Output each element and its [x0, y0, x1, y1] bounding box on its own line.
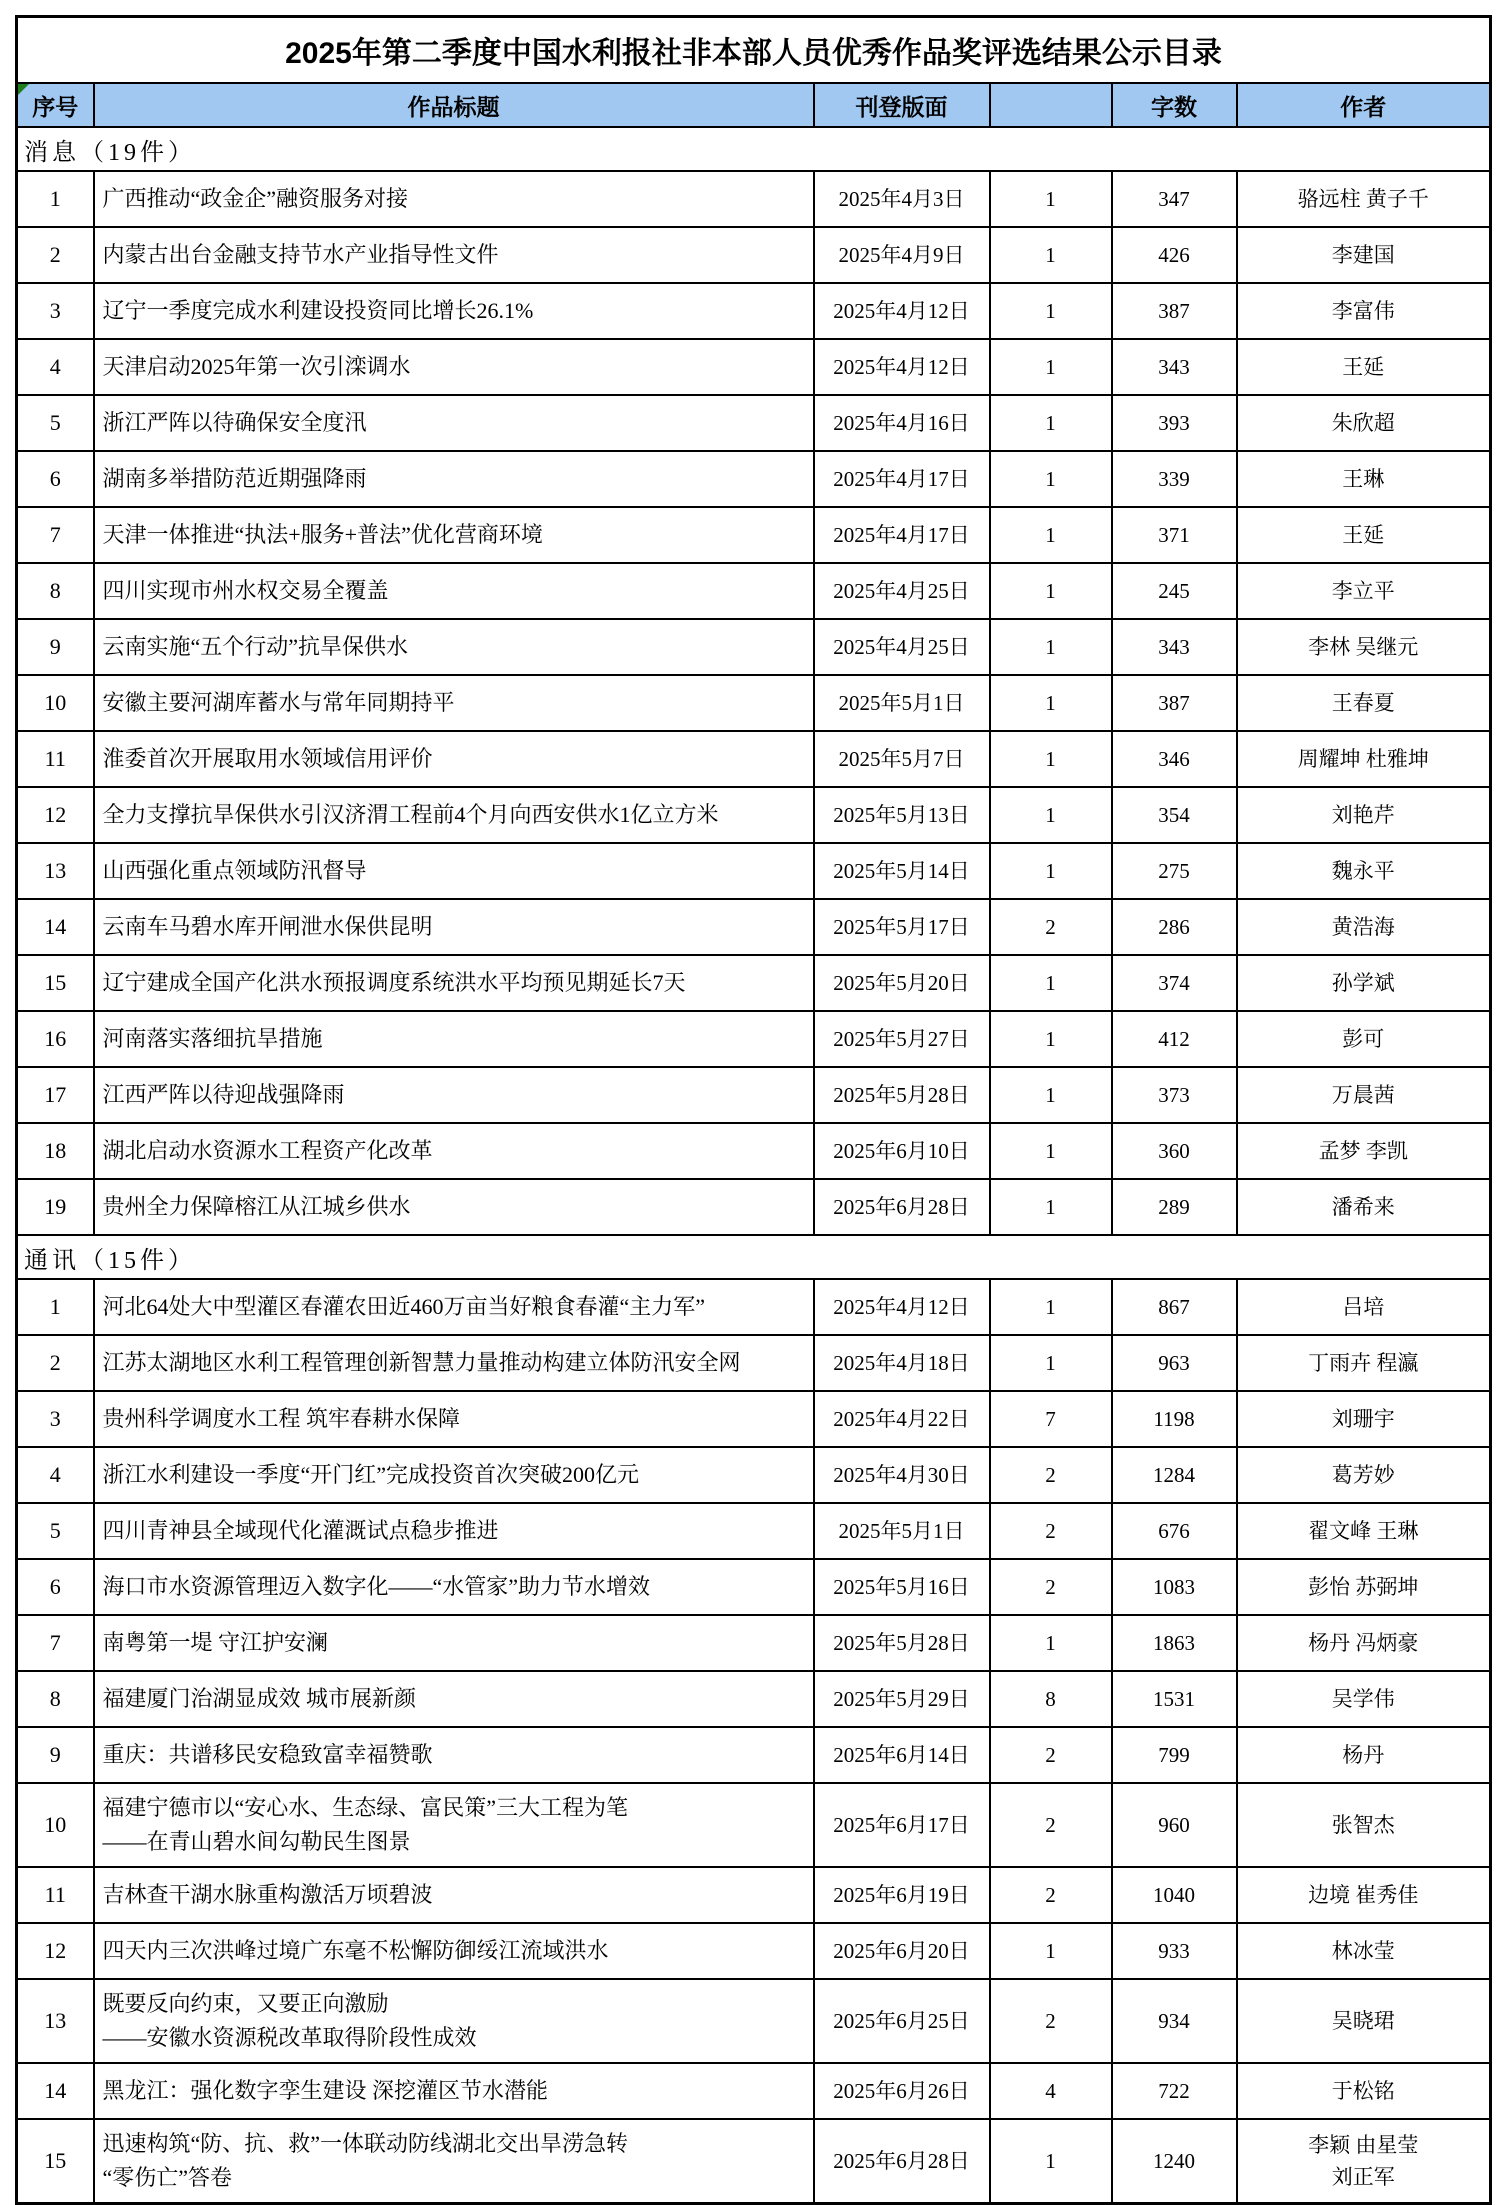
work-title: 河南落实落细抗旱措施 [94, 1011, 814, 1067]
work-title: 广西推动“政金企”融资服务对接 [94, 171, 814, 227]
table-row [17, 2119, 1491, 2204]
row-number: 13 [17, 843, 94, 899]
publish-date: 2025年4月18日 [814, 1335, 990, 1391]
work-title: 江西严阵以待迎战强降雨 [94, 1067, 814, 1123]
page-number: 1 [990, 619, 1112, 675]
word-count: 933 [1112, 1923, 1237, 1979]
row-number: 8 [17, 563, 94, 619]
publish-date: 2025年5月20日 [814, 955, 990, 1011]
author: 李颖 由星莹 刘正军 [1237, 2119, 1491, 2204]
work-title: 辽宁一季度完成水利建设投资同比增长26.1% [94, 283, 814, 339]
word-count: 343 [1112, 339, 1237, 395]
author: 边境 崔秀佳 [1237, 1867, 1491, 1923]
author: 刘珊宇 [1237, 1391, 1491, 1447]
author: 李立平 [1237, 563, 1491, 619]
page-number: 2 [990, 899, 1112, 955]
row-number: 10 [17, 675, 94, 731]
row-number: 5 [17, 1503, 94, 1559]
author: 万晨茜 [1237, 1067, 1491, 1123]
author: 黄浩海 [1237, 899, 1491, 955]
page-number: 2 [990, 1867, 1112, 1923]
table-row [17, 1123, 1491, 1179]
author: 朱欣超 [1237, 395, 1491, 451]
author: 彭怡 苏弼坤 [1237, 1559, 1491, 1615]
page-number: 1 [990, 227, 1112, 283]
work-title: 辽宁建成全国产化洪水预报调度系统洪水平均预见期延长7天 [94, 955, 814, 1011]
word-count: 1198 [1112, 1391, 1237, 1447]
page-number: 1 [990, 1279, 1112, 1335]
author: 周耀坤 杜雅坤 [1237, 731, 1491, 787]
publish-date: 2025年4月25日 [814, 563, 990, 619]
page-number: 1 [990, 283, 1112, 339]
page-number: 1 [990, 339, 1112, 395]
word-count: 360 [1112, 1123, 1237, 1179]
word-count: 1863 [1112, 1615, 1237, 1671]
publish-date: 2025年5月17日 [814, 899, 990, 955]
publish-date: 2025年5月1日 [814, 675, 990, 731]
col-header-page [990, 83, 1112, 127]
word-count: 1083 [1112, 1559, 1237, 1615]
word-count: 960 [1112, 1783, 1237, 1867]
table-row [17, 2063, 1491, 2119]
work-title: 吉林查干湖水脉重构激活万顷碧波 [94, 1867, 814, 1923]
work-title: 海口市水资源管理迈入数字化——“水管家”助力节水增效 [94, 1559, 814, 1615]
section-row [17, 127, 1491, 171]
row-number: 6 [17, 1559, 94, 1615]
table-row [17, 339, 1491, 395]
word-count: 867 [1112, 1279, 1237, 1335]
work-title: 黑龙江：强化数字孪生建设 深挖灌区节水潜能 [94, 2063, 814, 2119]
author: 王春夏 [1237, 675, 1491, 731]
publish-date: 2025年5月13日 [814, 787, 990, 843]
section-label: 通讯（15件） [17, 1235, 1491, 1279]
page-number: 4 [990, 2063, 1112, 2119]
work-title: 淮委首次开展取用水领域信用评价 [94, 731, 814, 787]
page-number: 1 [990, 563, 1112, 619]
table-row [17, 1279, 1491, 1335]
row-number: 6 [17, 451, 94, 507]
work-title: 四川实现市州水权交易全覆盖 [94, 563, 814, 619]
table-row [17, 227, 1491, 283]
row-number: 10 [17, 1783, 94, 1867]
work-title: 四天内三次洪峰过境广东毫不松懈防御绥江流域洪水 [94, 1923, 814, 1979]
word-count: 371 [1112, 507, 1237, 563]
row-number: 1 [17, 171, 94, 227]
page-number: 1 [990, 1335, 1112, 1391]
publish-date: 2025年5月27日 [814, 1011, 990, 1067]
word-count: 393 [1112, 395, 1237, 451]
table-row [17, 1615, 1491, 1671]
word-count: 343 [1112, 619, 1237, 675]
work-title: 四川青神县全域现代化灌溉试点稳步推进 [94, 1503, 814, 1559]
author: 李林 吴继元 [1237, 619, 1491, 675]
word-count: 426 [1112, 227, 1237, 283]
author: 李建国 [1237, 227, 1491, 283]
row-number: 13 [17, 1979, 94, 2063]
page-number: 2 [990, 1783, 1112, 1867]
row-number: 5 [17, 395, 94, 451]
work-title: 云南实施“五个行动”抗旱保供水 [94, 619, 814, 675]
word-count: 1531 [1112, 1671, 1237, 1727]
col-header-no-label: 序号 [32, 93, 79, 120]
author: 吴学伟 [1237, 1671, 1491, 1727]
word-count: 1240 [1112, 2119, 1237, 2204]
section-row [17, 1235, 1491, 1279]
title-row [17, 17, 1491, 84]
table-row [17, 1727, 1491, 1783]
work-title: 河北64处大中型灌区春灌农田近460万亩当好粮食春灌“主力军” [94, 1279, 814, 1335]
page-number: 1 [990, 1615, 1112, 1671]
word-count: 286 [1112, 899, 1237, 955]
page-number: 2 [990, 1727, 1112, 1783]
row-number: 1 [17, 1279, 94, 1335]
row-number: 4 [17, 339, 94, 395]
table-row [17, 955, 1491, 1011]
author: 林冰莹 [1237, 1923, 1491, 1979]
col-header-author: 作者 [1237, 83, 1491, 127]
page-number: 2 [990, 1559, 1112, 1615]
publish-date: 2025年6月14日 [814, 1727, 990, 1783]
author: 丁雨卉 程瀛 [1237, 1335, 1491, 1391]
awards-table [15, 15, 1492, 2205]
work-title: 湖北启动水资源水工程资产化改革 [94, 1123, 814, 1179]
table-row [17, 1335, 1491, 1391]
row-number: 15 [17, 2119, 94, 2204]
publish-date: 2025年4月12日 [814, 1279, 990, 1335]
work-title: 福建宁德市以“安心水、生态绿、富民策”三大工程为笔 ——在青山碧水间勾勒民生图景 [94, 1783, 814, 1867]
publish-date: 2025年6月10日 [814, 1123, 990, 1179]
work-title: 福建厦门治湖显成效 城市展新颜 [94, 1671, 814, 1727]
page-number: 1 [990, 731, 1112, 787]
word-count: 1040 [1112, 1867, 1237, 1923]
publish-date: 2025年5月28日 [814, 1067, 990, 1123]
section-label: 消息（19件） [17, 127, 1491, 171]
col-header-words: 字数 [1112, 83, 1237, 127]
col-header-no [17, 83, 94, 127]
publish-date: 2025年4月17日 [814, 507, 990, 563]
word-count: 347 [1112, 171, 1237, 227]
table-row [17, 507, 1491, 563]
table-row [17, 1391, 1491, 1447]
author: 刘艳芹 [1237, 787, 1491, 843]
author: 吕培 [1237, 1279, 1491, 1335]
author: 魏永平 [1237, 843, 1491, 899]
work-title: 天津启动2025年第一次引滦调水 [94, 339, 814, 395]
page-number: 2 [990, 1447, 1112, 1503]
page-number: 2 [990, 1503, 1112, 1559]
author: 孟梦 李凯 [1237, 1123, 1491, 1179]
row-number: 7 [17, 1615, 94, 1671]
word-count: 934 [1112, 1979, 1237, 2063]
page-number: 1 [990, 2119, 1112, 2204]
publish-date: 2025年4月9日 [814, 227, 990, 283]
author: 骆远柱 黄子千 [1237, 171, 1491, 227]
work-title: 山西强化重点领域防汛督导 [94, 843, 814, 899]
publish-date: 2025年4月30日 [814, 1447, 990, 1503]
publish-date: 2025年4月16日 [814, 395, 990, 451]
publish-date: 2025年6月28日 [814, 1179, 990, 1235]
page-number: 1 [990, 955, 1112, 1011]
publish-date: 2025年5月14日 [814, 843, 990, 899]
page-number: 1 [990, 1011, 1112, 1067]
table-row [17, 843, 1491, 899]
work-title: 浙江水利建设一季度“开门红”完成投资首次突破200亿元 [94, 1447, 814, 1503]
table-row [17, 283, 1491, 339]
table-row [17, 1783, 1491, 1867]
table-row [17, 1923, 1491, 1979]
publish-date: 2025年6月25日 [814, 1979, 990, 2063]
publish-date: 2025年4月25日 [814, 619, 990, 675]
table-row [17, 1559, 1491, 1615]
row-number: 14 [17, 2063, 94, 2119]
row-number: 18 [17, 1123, 94, 1179]
page-number: 1 [990, 451, 1112, 507]
publish-date: 2025年6月26日 [814, 2063, 990, 2119]
publish-date: 2025年5月7日 [814, 731, 990, 787]
table-row [17, 1671, 1491, 1727]
author: 于松铭 [1237, 2063, 1491, 2119]
row-number: 16 [17, 1011, 94, 1067]
work-title: 全力支撑抗旱保供水引汉济渭工程前4个月向西安供水1亿立方米 [94, 787, 814, 843]
author: 王延 [1237, 339, 1491, 395]
table-row [17, 675, 1491, 731]
author: 翟文峰 王琳 [1237, 1503, 1491, 1559]
work-title: 迅速构筑“防、抗、救”一体联动防线湖北交出旱涝急转 “零伤亡”答卷 [94, 2119, 814, 2204]
word-count: 963 [1112, 1335, 1237, 1391]
row-number: 19 [17, 1179, 94, 1235]
row-number: 15 [17, 955, 94, 1011]
publish-date: 2025年4月22日 [814, 1391, 990, 1447]
page-number: 8 [990, 1671, 1112, 1727]
page-number: 1 [990, 1067, 1112, 1123]
page-number: 1 [990, 787, 1112, 843]
table-row [17, 451, 1491, 507]
page-number: 7 [990, 1391, 1112, 1447]
work-title: 重庆：共谱移民安稳致富幸福赞歌 [94, 1727, 814, 1783]
work-title: 湖南多举措防范近期强降雨 [94, 451, 814, 507]
row-number: 9 [17, 1727, 94, 1783]
work-title: 浙江严阵以待确保安全度汛 [94, 395, 814, 451]
excel-error-marker-icon [18, 84, 29, 95]
author: 李富伟 [1237, 283, 1491, 339]
author: 潘希来 [1237, 1179, 1491, 1235]
page-number: 2 [990, 1979, 1112, 2063]
publish-date: 2025年4月12日 [814, 339, 990, 395]
page-number: 1 [990, 675, 1112, 731]
work-title: 南粤第一堤 守江护安澜 [94, 1615, 814, 1671]
word-count: 346 [1112, 731, 1237, 787]
table-body [17, 17, 1491, 2204]
table-row [17, 787, 1491, 843]
table-row [17, 1067, 1491, 1123]
table-row [17, 619, 1491, 675]
word-count: 799 [1112, 1727, 1237, 1783]
work-title: 安徽主要河湖库蓄水与常年同期持平 [94, 675, 814, 731]
table-row [17, 395, 1491, 451]
table-row [17, 899, 1491, 955]
publish-date: 2025年6月28日 [814, 2119, 990, 2204]
publish-date: 2025年4月12日 [814, 283, 990, 339]
author: 孙学斌 [1237, 955, 1491, 1011]
publish-date: 2025年5月16日 [814, 1559, 990, 1615]
row-number: 2 [17, 227, 94, 283]
spreadsheet [15, 15, 1492, 2205]
row-number: 12 [17, 1923, 94, 1979]
table-row [17, 1179, 1491, 1235]
work-title: 云南车马碧水库开闸泄水保供昆明 [94, 899, 814, 955]
publish-date: 2025年6月20日 [814, 1923, 990, 1979]
word-count: 373 [1112, 1067, 1237, 1123]
word-count: 412 [1112, 1011, 1237, 1067]
word-count: 374 [1112, 955, 1237, 1011]
publish-date: 2025年5月28日 [814, 1615, 990, 1671]
row-number: 3 [17, 1391, 94, 1447]
publish-date: 2025年5月29日 [814, 1671, 990, 1727]
work-title: 贵州全力保障榕江从江城乡供水 [94, 1179, 814, 1235]
table-row [17, 1979, 1491, 2063]
author: 王琳 [1237, 451, 1491, 507]
publish-date: 2025年6月19日 [814, 1867, 990, 1923]
word-count: 245 [1112, 563, 1237, 619]
row-number: 9 [17, 619, 94, 675]
header-row [17, 83, 1491, 127]
col-header-date: 刊登版面 [814, 83, 990, 127]
row-number: 4 [17, 1447, 94, 1503]
author: 杨丹 冯炳豪 [1237, 1615, 1491, 1671]
page-title: 2025年第二季度中国水利报社非本部人员优秀作品奖评选结果公示目录 [17, 17, 1491, 84]
table-row [17, 1011, 1491, 1067]
table-row [17, 1867, 1491, 1923]
page-number: 1 [990, 507, 1112, 563]
row-number: 8 [17, 1671, 94, 1727]
author: 吴晓珺 [1237, 1979, 1491, 2063]
page-number: 1 [990, 395, 1112, 451]
table-row [17, 563, 1491, 619]
row-number: 2 [17, 1335, 94, 1391]
table-row [17, 1447, 1491, 1503]
row-number: 14 [17, 899, 94, 955]
row-number: 11 [17, 1867, 94, 1923]
col-header-title: 作品标题 [94, 83, 814, 127]
word-count: 1284 [1112, 1447, 1237, 1503]
author: 杨丹 [1237, 1727, 1491, 1783]
word-count: 289 [1112, 1179, 1237, 1235]
page-number: 1 [990, 1923, 1112, 1979]
page-number: 1 [990, 843, 1112, 899]
row-number: 3 [17, 283, 94, 339]
word-count: 676 [1112, 1503, 1237, 1559]
row-number: 12 [17, 787, 94, 843]
publish-date: 2025年6月17日 [814, 1783, 990, 1867]
author: 张智杰 [1237, 1783, 1491, 1867]
publish-date: 2025年4月3日 [814, 171, 990, 227]
table-row [17, 731, 1491, 787]
table-row [17, 1503, 1491, 1559]
row-number: 17 [17, 1067, 94, 1123]
work-title: 江苏太湖地区水利工程管理创新智慧力量推动构建立体防汛安全网 [94, 1335, 814, 1391]
page-number: 1 [990, 1123, 1112, 1179]
work-title: 既要反向约束，又要正向激励 ——安徽水资源税改革取得阶段性成效 [94, 1979, 814, 2063]
word-count: 387 [1112, 675, 1237, 731]
page-number: 1 [990, 1179, 1112, 1235]
publish-date: 2025年4月17日 [814, 451, 990, 507]
author: 葛芳妙 [1237, 1447, 1491, 1503]
word-count: 339 [1112, 451, 1237, 507]
word-count: 722 [1112, 2063, 1237, 2119]
table-row [17, 171, 1491, 227]
author: 彭可 [1237, 1011, 1491, 1067]
publish-date: 2025年5月1日 [814, 1503, 990, 1559]
word-count: 387 [1112, 283, 1237, 339]
work-title: 天津一体推进“执法+服务+普法”优化营商环境 [94, 507, 814, 563]
page-number: 1 [990, 171, 1112, 227]
work-title: 贵州科学调度水工程 筑牢春耕水保障 [94, 1391, 814, 1447]
word-count: 275 [1112, 843, 1237, 899]
work-title: 内蒙古出台金融支持节水产业指导性文件 [94, 227, 814, 283]
row-number: 7 [17, 507, 94, 563]
word-count: 354 [1112, 787, 1237, 843]
author: 王延 [1237, 507, 1491, 563]
row-number: 11 [17, 731, 94, 787]
